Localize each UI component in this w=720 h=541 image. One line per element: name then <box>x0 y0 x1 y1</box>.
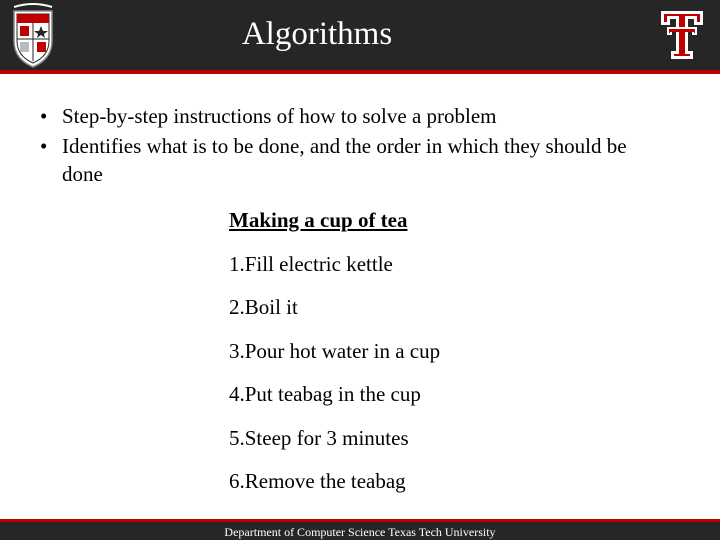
bullet-item <box>40 102 660 130</box>
recipe-step: 6.Remove the teabag <box>229 469 406 493</box>
bullet-text: Step-by-step instructions of how to solve a problem <box>62 104 497 128</box>
bullet-item <box>40 132 660 188</box>
recipe-step: 4.Put teabag in the cup <box>229 382 421 406</box>
recipe-title: Making a cup of tea <box>229 208 408 232</box>
double-t-logo-icon <box>659 9 705 61</box>
header-divider <box>0 70 720 74</box>
bullet-dot: • <box>40 104 48 128</box>
footer-text: Department of Computer Science Texas Tech University <box>224 525 496 539</box>
recipe-step: 5.Steep for 3 minutes <box>229 425 409 450</box>
bullet-text: Identifies what is to be done, and the order in which they should be done <box>62 134 627 186</box>
slide-title: Algorithms <box>241 16 393 52</box>
recipe-block <box>229 206 649 495</box>
recipe-step: 2.Boil it <box>229 295 298 319</box>
recipe-step: 3.Pour hot water in a cup <box>229 338 441 363</box>
bullet-list <box>40 102 660 190</box>
recipe-step: 1.Fill electric kettle <box>229 251 393 276</box>
bullet-dot: • <box>40 134 48 158</box>
